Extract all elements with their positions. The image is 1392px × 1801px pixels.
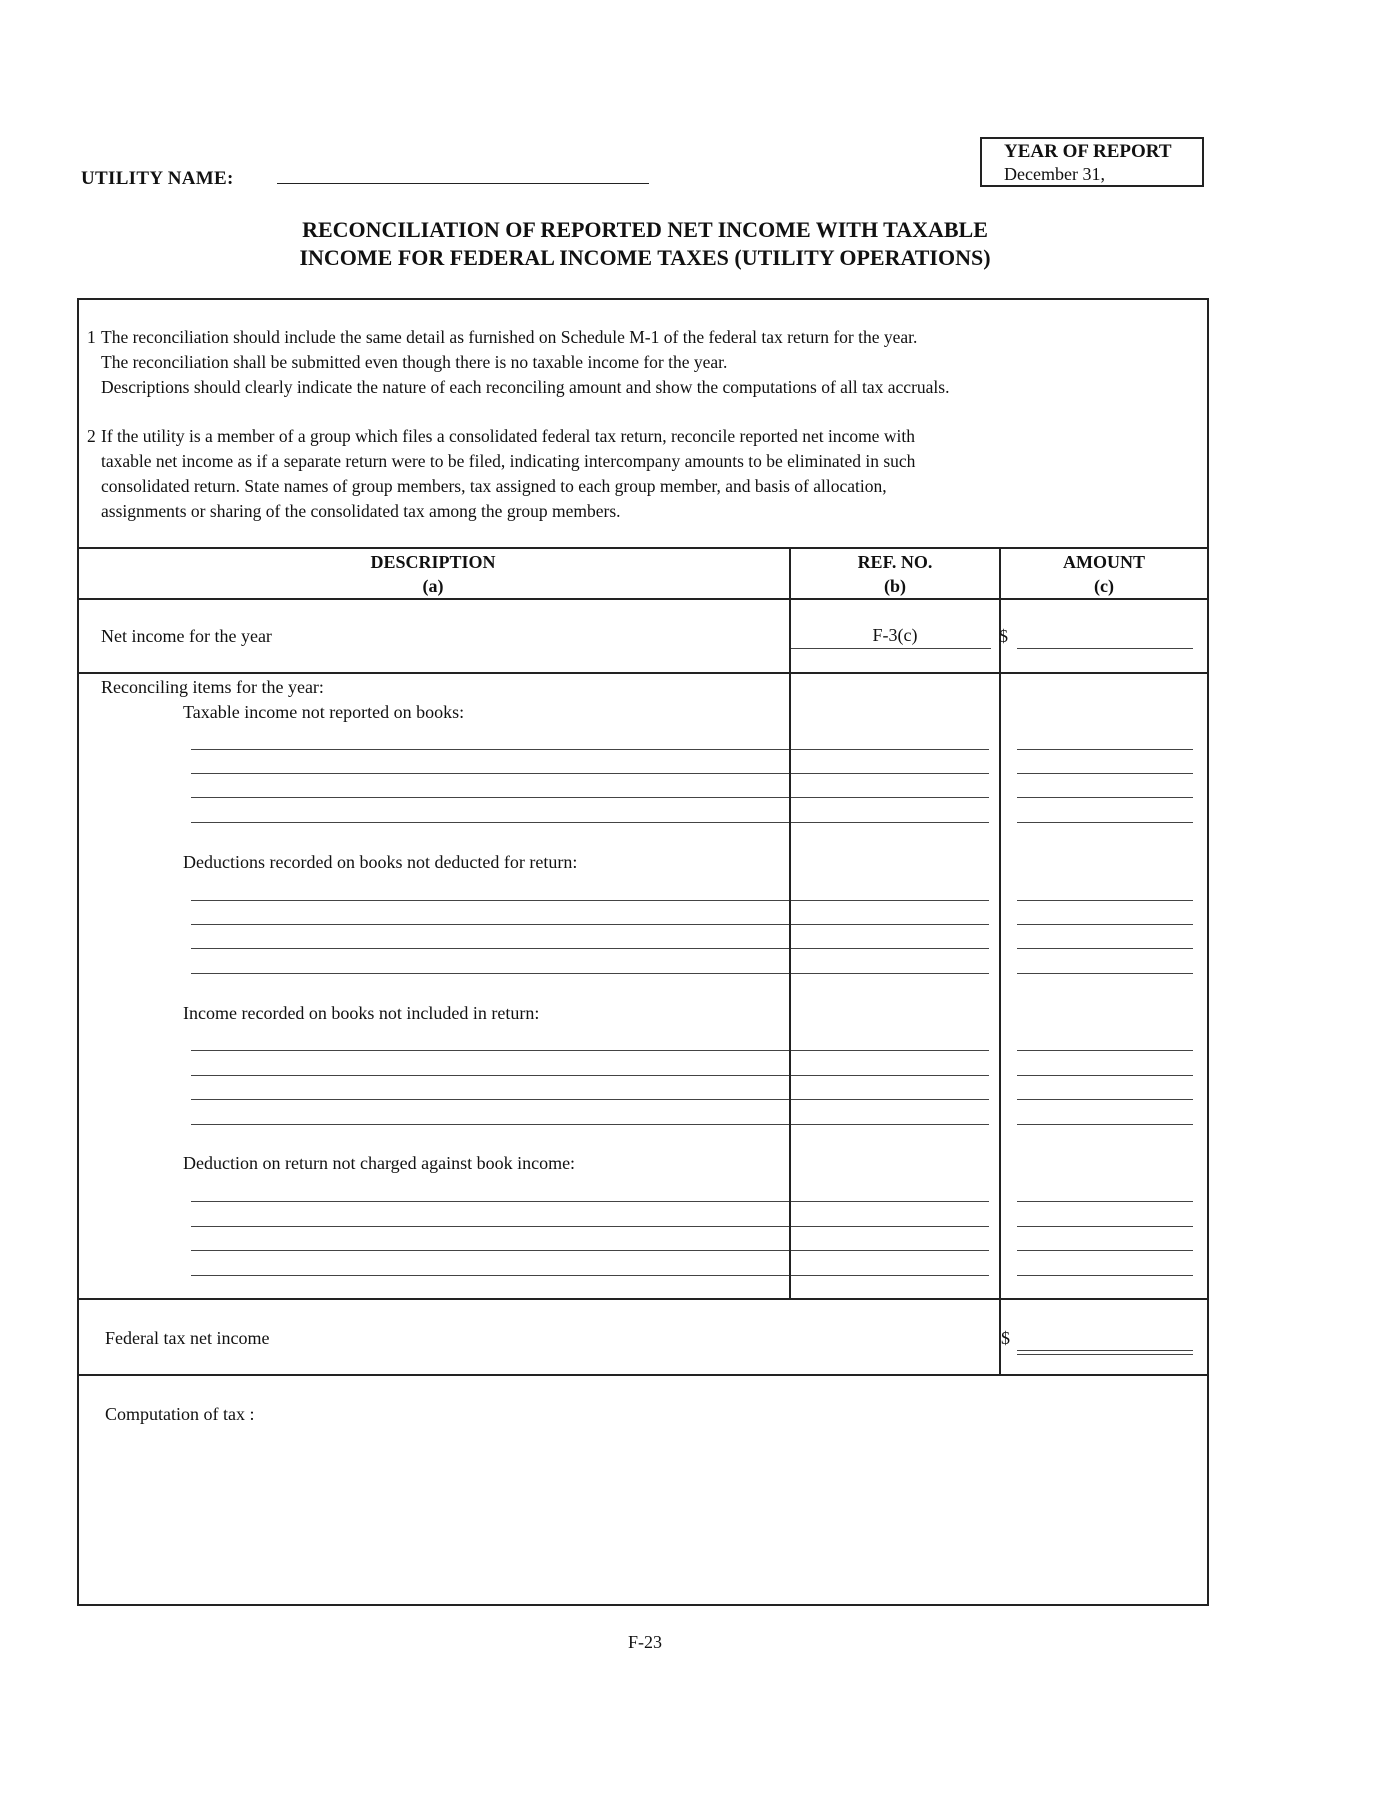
column-header-ref-no: REF. NO. (b): [857, 552, 933, 596]
description-entry-line[interactable]: [191, 1099, 789, 1100]
description-entry-line[interactable]: [191, 1050, 789, 1051]
page-number: F-23: [627, 1632, 662, 1652]
ref-entry-line[interactable]: [791, 900, 989, 901]
net-income-ref-underline: [791, 648, 991, 649]
column-header-description: DESCRIPTION (a): [370, 552, 496, 596]
description-entry-line[interactable]: [191, 973, 789, 974]
section-heading-book-deductions: Deductions recorded on books not deducted for return:: [183, 852, 578, 872]
ref-entry-line[interactable]: [791, 1124, 989, 1125]
instruction-number: 2: [87, 426, 96, 446]
instruction-line: The reconciliation should include the same detail as furnished on Schedule M-1 of the federal tax return for the year.: [101, 327, 918, 347]
federal-tax-net-income-label: Federal tax net income: [105, 1328, 270, 1348]
amount-entry-line[interactable]: [1017, 1075, 1193, 1076]
amount-entry-line[interactable]: [1017, 773, 1193, 774]
description-entry-line[interactable]: [191, 1275, 789, 1276]
section-heading-taxable-income: Taxable income not reported on books:: [183, 702, 465, 722]
ref-entry-line[interactable]: [791, 822, 989, 823]
currency-symbol: $: [999, 626, 1008, 646]
instruction-line: taxable net income as if a separate return were to be filed, indicating intercompany amounts to be eliminated in such: [101, 451, 916, 471]
instruction-line: The reconciliation shall be submitted even though there is no taxable income for the year.: [101, 352, 728, 372]
ref-entry-line[interactable]: [791, 973, 989, 974]
ref-entry-line[interactable]: [791, 1050, 989, 1051]
amount-entry-line[interactable]: [1017, 1275, 1193, 1276]
federal-tax-net-income-field[interactable]: [1017, 1350, 1193, 1351]
column-divider-ref: [789, 547, 791, 1298]
amount-entry-line[interactable]: [1017, 948, 1193, 949]
description-entry-line[interactable]: [191, 797, 789, 798]
instruction-item-2: [87, 424, 916, 524]
description-entry-line[interactable]: [191, 1075, 789, 1076]
page-title-line-1: RECONCILIATION OF REPORTED NET INCOME WITH TAXABLE: [302, 217, 988, 242]
ref-entry-line[interactable]: [791, 1226, 989, 1227]
instruction-line: Descriptions should clearly indicate the nature of each reconciling amount and show the computations of all tax accruals.: [101, 377, 950, 397]
reconciling-bottom-border: [77, 1298, 1209, 1300]
amount-entry-line[interactable]: [1017, 1201, 1193, 1202]
computation-of-tax-area[interactable]: [100, 1430, 1200, 1600]
amount-entry-line[interactable]: [1017, 797, 1193, 798]
amount-entry-line[interactable]: [1017, 1226, 1193, 1227]
amount-entry-line[interactable]: [1017, 973, 1193, 974]
description-entry-line[interactable]: [191, 924, 789, 925]
reconciling-items-heading: Reconciling items for the year:: [101, 677, 324, 697]
description-entry-line[interactable]: [191, 773, 789, 774]
instruction-line: If the utility is a member of a group which files a consolidated federal tax return, reconcile reported net income with: [101, 426, 915, 446]
amount-entry-line[interactable]: [1017, 1250, 1193, 1251]
amount-entry-line[interactable]: [1017, 1099, 1193, 1100]
description-entry-line[interactable]: [191, 1124, 789, 1125]
double-underline: [1017, 1354, 1193, 1355]
currency-symbol: $: [1001, 1328, 1010, 1348]
description-entry-line[interactable]: [191, 749, 789, 750]
description-entry-line[interactable]: [191, 822, 789, 823]
amount-entry-line[interactable]: [1017, 1124, 1193, 1125]
utility-name-field[interactable]: [277, 183, 649, 184]
year-of-report-title: YEAR OF REPORT: [1004, 141, 1172, 162]
net-income-label: Net income for the year: [101, 626, 272, 646]
section-heading-return-deductions: Deduction on return not charged against book income:: [183, 1153, 576, 1173]
amount-entry-line[interactable]: [1017, 822, 1193, 823]
description-entry-line[interactable]: [191, 1226, 789, 1227]
net-income-bottom-border: [77, 672, 1209, 674]
year-of-report-date: December 31,: [1004, 164, 1105, 184]
ref-entry-line[interactable]: [791, 1250, 989, 1251]
ref-entry-line[interactable]: [791, 1201, 989, 1202]
description-entry-line[interactable]: [191, 1250, 789, 1251]
ref-entry-line[interactable]: [791, 1275, 989, 1276]
amount-entry-line[interactable]: [1017, 749, 1193, 750]
federal-bottom-border: [77, 1374, 1209, 1376]
column-header-amount: AMOUNT (c): [1063, 552, 1145, 596]
net-income-ref: F-3(c): [872, 625, 918, 645]
net-income-amount-field[interactable]: [1017, 648, 1193, 649]
utility-name-label: UTILITY NAME:: [81, 168, 234, 189]
section-heading-book-income: Income recorded on books not included in return:: [183, 1003, 540, 1023]
amount-entry-line[interactable]: [1017, 1050, 1193, 1051]
computation-of-tax-label: Computation of tax :: [105, 1404, 255, 1424]
instruction-number: 1: [87, 327, 96, 347]
ref-entry-line[interactable]: [791, 1099, 989, 1100]
description-entry-line[interactable]: [191, 948, 789, 949]
page-title-line-2: INCOME FOR FEDERAL INCOME TAXES (UTILITY OPERATIONS): [299, 245, 991, 270]
amount-entry-line[interactable]: [1017, 900, 1193, 901]
header-bottom-border: [77, 598, 1209, 600]
ref-entry-line[interactable]: [791, 749, 989, 750]
ref-entry-line[interactable]: [791, 797, 989, 798]
ref-entry-line[interactable]: [791, 773, 989, 774]
description-entry-line[interactable]: [191, 1201, 789, 1202]
instruction-item-1: [87, 325, 950, 400]
table-top-border: [77, 547, 1209, 549]
year-of-report-box: [980, 137, 1204, 187]
amount-entry-line[interactable]: [1017, 924, 1193, 925]
ref-entry-line[interactable]: [791, 924, 989, 925]
instruction-line: assignments or sharing of the consolidated tax among the group members.: [101, 501, 621, 521]
column-divider-amount: [999, 547, 1001, 1374]
ref-entry-line[interactable]: [791, 948, 989, 949]
ref-entry-line[interactable]: [791, 1075, 989, 1076]
instruction-line: consolidated return. State names of group members, tax assigned to each group member, and basis of allocation,: [101, 476, 887, 496]
description-entry-line[interactable]: [191, 900, 789, 901]
